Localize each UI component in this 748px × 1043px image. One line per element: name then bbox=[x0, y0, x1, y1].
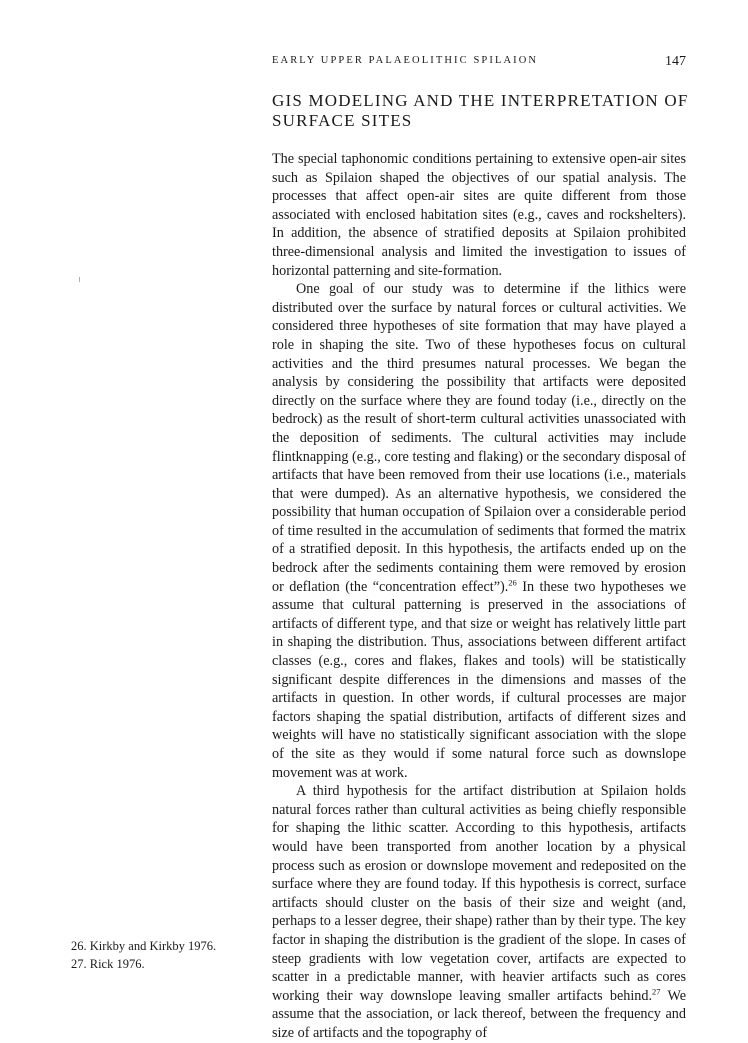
paragraph-text: A third hypothesis for the artifact distribution at Spilaion holds natural forces rather than cultural activities as being chiefly responsible for shaping the lithic scatter. According to this hypothesis, artifacts would have been transported from another location by a physical process such as erosion or downslope movement and redeposited on the surface where they are found today. If this hypothesis is correct, surface artifacts should cluster on the basis of their size and weight (and, perhaps to a lesser degree, their shape) rather than by their type. The key factor in shaping the distribution is the gradient of the slope. In cases of steep gradients with low vegetation cover, artifacts are expected to scatter in a predictable manner, with heavier artifacts such as cores working their way downslope leaving smaller artifacts behind. bbox=[272, 783, 686, 1004]
footnote-ref-26[interactable]: 26 bbox=[508, 576, 517, 587]
paragraph-2 bbox=[272, 280, 686, 782]
footnote-26: 26. Kirkby and Kirkby 1976. bbox=[71, 939, 217, 953]
running-head bbox=[272, 55, 686, 71]
running-title: EARLY UPPER PALAEOLITHIC SPILAION bbox=[272, 55, 539, 66]
page-number: 147 bbox=[665, 54, 686, 69]
paragraph-text: One goal of our study was to determine if the lithics were distributed over the surface by natural forces or cultural activities. We considered three hypotheses of site formation that may have played a role in shaping the site. Two of these hypotheses focus on cultural activities and the third presumes natural processes. We began the analysis by considering the possibility that artifacts were deposited directly on the surface where they are found today (i.e., directly on the bedrock) as the result of short-term cultural activities unassociated with the deposition of sediments. The cultural activities may include flintknapping (e.g., core testing and flaking) or the secondary disposal of artifacts that have been removed from their use locations (i.e., materials that were dumped). As an alternative hypothesis, we considered the possibility that human occupation of Spilaion over a considerable period of time resulted in the accumulation of sediments that formed the matrix of a stratified deposit. In this hypothesis, the artifacts ended up on the bedrock after the sediments containing them were removed by erosion or deflation (the “concentration effect”). bbox=[272, 281, 686, 595]
paragraph-3 bbox=[272, 782, 686, 1042]
footnotes bbox=[71, 938, 251, 973]
section-heading: GIS MODELING AND THE INTERPRETATION OF SURFACE SITES bbox=[272, 91, 689, 130]
body-text bbox=[272, 150, 686, 1043]
paragraph-text: The special taphonomic conditions pertaining to extensive open-air sites such as Spilaion shaped the objectives of our spatial analysis. The processes that affect open-air sites are quite different from those associated with enclosed habitation sites (e.g., caves and rockshelters). In addition, the absence of stratified deposits at Spilaion prohibited three-dimensional analysis and limited the investigation to issues of horizontal patterning and site-formation. bbox=[272, 151, 686, 279]
footnote-ref-27[interactable]: 27 bbox=[652, 985, 661, 996]
paragraph-1 bbox=[272, 150, 686, 280]
paragraph-text: In these two hypotheses we assume that cultural patterning is preserved in the associations of artifacts of different type, and that size or weight has relatively little part in shaping the distribution. Thus, associations between different artifact classes (e.g., cores and flakes, flakes and tools) will be statistically significant despite differences in the dimensions and masses of the artifacts in question. In other words, if cultural processes are major factors shaping the spatial distribution, artifacts of different sizes and weights will have no statistically significant association with the slope of the site as they would if some natural force such as downslope movement was at work. bbox=[272, 578, 686, 781]
paragraph-text: We assume that the association, or lack thereof, between the frequency and size of artifacts and the topography of bbox=[272, 987, 687, 1041]
scan-mark bbox=[79, 277, 80, 282]
footnote-27: 27. Rick 1976. bbox=[71, 956, 145, 971]
